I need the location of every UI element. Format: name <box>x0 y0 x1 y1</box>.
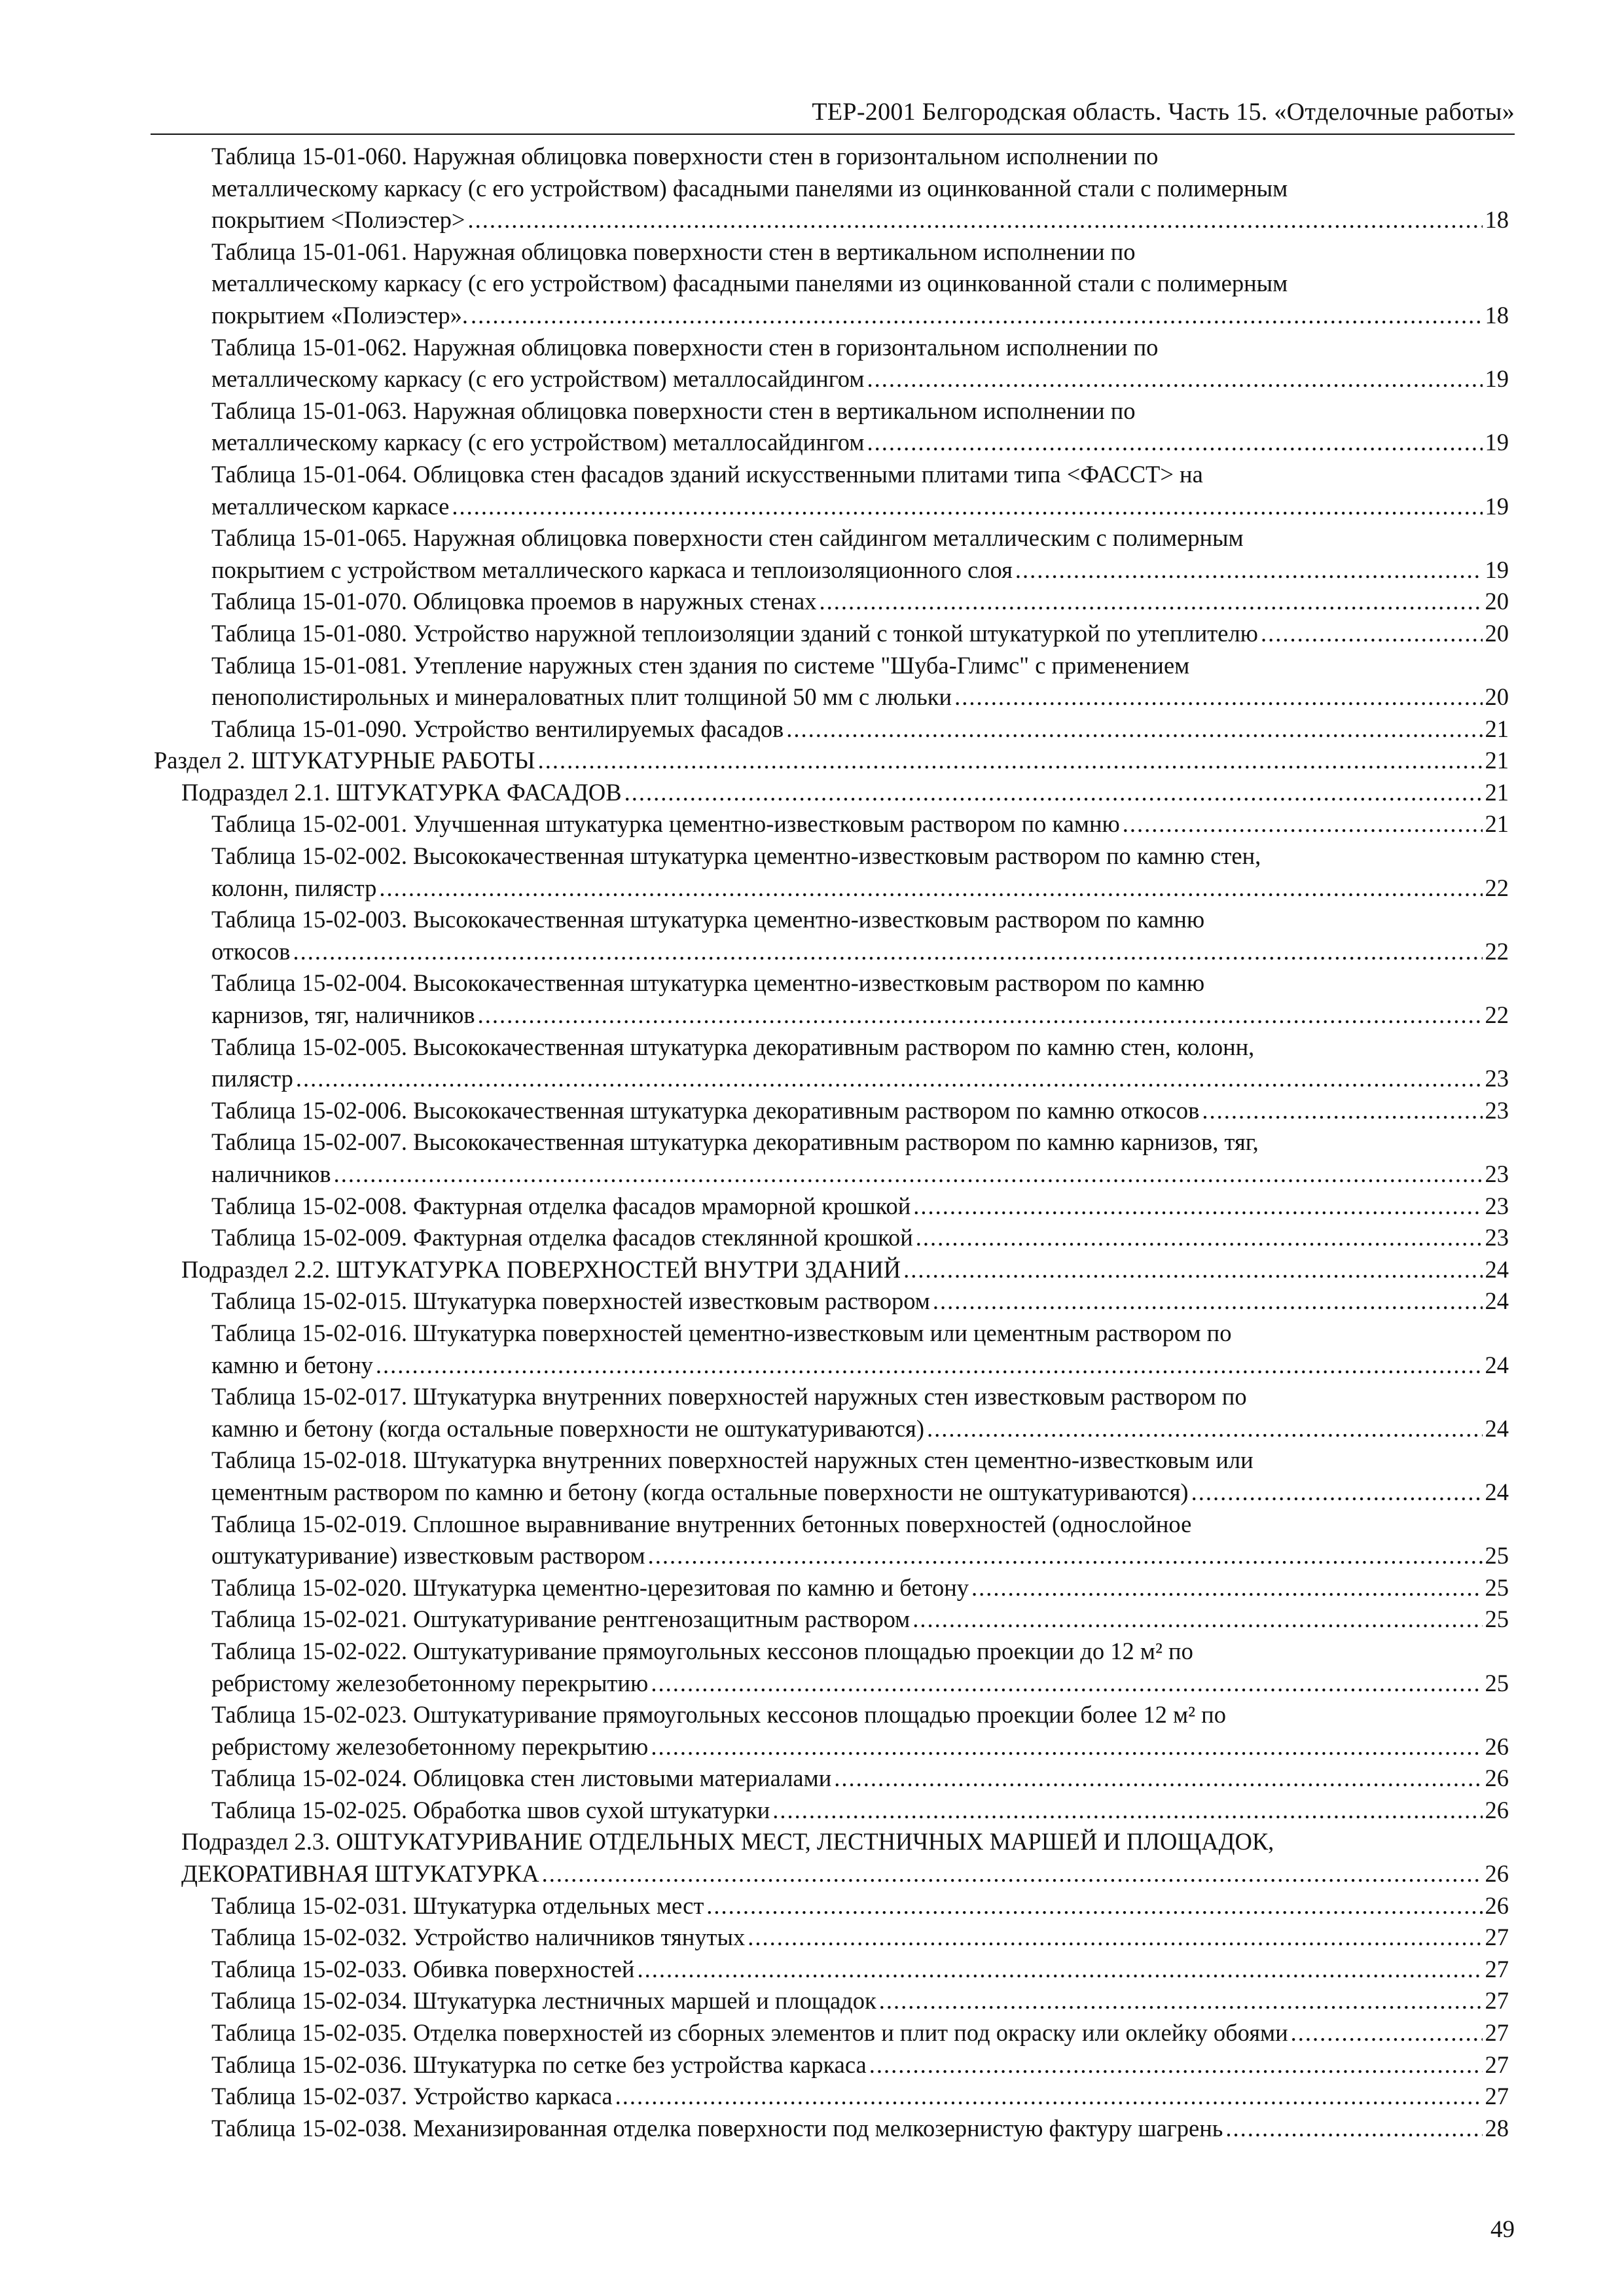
dot-leader <box>452 491 1482 523</box>
toc-entry-text: Таблица 15-02-032. Устройство наличников тянутых <box>211 1924 746 1951</box>
toc-page-number: 24 <box>1485 1414 1509 1442</box>
toc-page-number: 27 <box>1485 2051 1509 2078</box>
toc-entry-text: Таблица 15-02-006. Высококачественная штукатурка декоративным раствором по камню откосов <box>211 1096 1200 1124</box>
toc-table-entry[interactable] <box>154 1890 1509 1922</box>
toc-page-number: 23 <box>1485 1065 1509 1092</box>
toc-entry-text: Таблица 15-02-031. Штукатурка отдельных мест <box>211 1892 704 1919</box>
toc-entry-text: металлическом каркасе <box>211 492 450 520</box>
toc-subsection[interactable] <box>154 1826 1509 1890</box>
toc-page-number: 26 <box>1485 1765 1509 1792</box>
toc-table-entry[interactable] <box>154 522 1509 586</box>
toc-table-entry[interactable] <box>154 618 1509 650</box>
toc-entry-last-line <box>211 1572 1509 1604</box>
toc-table-entry[interactable] <box>154 808 1509 840</box>
toc-entry-last-line <box>211 1604 1509 1636</box>
toc-entry-last-line <box>211 1922 1509 1954</box>
toc-entry-text: Таблица 15-02-008. Фактурная отделка фасадов мраморной крошкой <box>211 1192 911 1219</box>
toc-entry-last-line <box>181 777 1509 809</box>
toc-entry-text: металлическому каркасу (с его устройством) металлосайдингом <box>211 429 865 456</box>
toc-entry-last-line <box>211 872 1509 905</box>
toc-table-entry[interactable] <box>154 840 1509 904</box>
dot-leader <box>916 1222 1483 1254</box>
page-number: 49 <box>1490 2216 1515 2243</box>
toc-table-entry[interactable] <box>154 967 1509 1031</box>
running-header: ТЕР-2001 Белгородская область. Часть 15. «Отделочные работы» <box>812 98 1515 126</box>
toc-subsection[interactable] <box>154 1254 1509 1286</box>
toc-page-number: 22 <box>1485 1001 1509 1029</box>
toc-entry-last-line <box>211 713 1509 745</box>
dot-leader <box>376 1350 1483 1382</box>
toc-entry-last-line <box>211 2113 1509 2145</box>
toc-page-number: 18 <box>1485 206 1509 234</box>
dot-leader <box>869 2049 1483 2081</box>
toc-entry-last-line <box>211 554 1509 586</box>
toc-entry-last-line <box>211 2049 1509 2081</box>
dot-leader <box>913 1191 1482 1223</box>
toc-entry-last-line <box>211 936 1509 968</box>
toc-entry-text: Таблица 15-02-033. Обивка поверхностей <box>211 1955 635 1982</box>
toc-page-number: 19 <box>1485 429 1509 456</box>
toc-entry-text: цементным раствором по камню и бетону (когда остальные поверхности не оштукатуриваются) <box>211 1478 1189 1505</box>
toc-entry-text: покрытием «Полиэстер». <box>211 301 468 329</box>
toc-page-number: 21 <box>1485 747 1509 774</box>
toc-page-number: 21 <box>1485 715 1509 742</box>
dot-leader <box>1261 618 1483 650</box>
toc-table-entry[interactable] <box>154 332 1509 395</box>
toc-entry-last-line <box>211 300 1509 332</box>
toc-page-number: 28 <box>1485 2114 1509 2142</box>
toc-entry-text: наличников <box>211 1160 331 1187</box>
dot-leader <box>468 204 1483 236</box>
toc-entry-text: пенополистирольных и минераловатных плит толщиной 50 мм с люльки <box>211 683 952 711</box>
toc-table-entry[interactable] <box>154 2017 1509 2049</box>
toc-page-number: 23 <box>1485 1224 1509 1251</box>
toc-page-number: 20 <box>1485 619 1509 647</box>
toc-table-entry[interactable] <box>154 1318 1509 1381</box>
toc-entry-last-line <box>211 1477 1509 1509</box>
dot-leader <box>954 681 1482 713</box>
dot-leader <box>772 1795 1482 1827</box>
toc-entry-text: Таблица 15-02-016. Штукатурка поверхностей цементно-известковым или цементным раствором по <box>211 1319 1232 1346</box>
toc-entry-text: металлическому каркасу (с его устройством) металлосайдингом <box>211 365 865 393</box>
toc-entry-text: ДЕКОРАТИВНАЯ ШТУКАТУРКА <box>181 1860 539 1888</box>
toc-entry-last-line <box>211 808 1509 840</box>
toc-page-number: 24 <box>1485 1478 1509 1505</box>
toc-page-number: 19 <box>1485 365 1509 393</box>
dot-leader <box>624 777 1483 809</box>
toc-entry-text: Подраздел 2.3. ОШТУКАТУРИВАНИЕ ОТДЕЛЬНЫХ МЕСТ, ЛЕСТНИЧНЫХ МАРШЕЙ И ПЛОЩАДОК, <box>181 1828 1274 1856</box>
toc-entry-last-line <box>211 1668 1509 1700</box>
toc-entry-text: Таблица 15-02-003. Высококачественная штукатурка цементно-известковым раствором по камню <box>211 906 1205 933</box>
dot-leader <box>748 1922 1482 1954</box>
toc-table-entry[interactable] <box>154 236 1509 332</box>
toc-entry-text: Таблица 15-02-002. Высококачественная штукатурка цементно-известковым раствором по камню стен, <box>211 842 1261 870</box>
toc-entry-last-line <box>211 427 1509 459</box>
toc-entry-text: Таблица 15-02-023. Оштукатуривание прямоугольных кессонов площадью проекции более 12 м² по <box>211 1701 1226 1729</box>
toc-entry-text: Таблица 15-02-025. Обработка швов сухой штукатурки <box>211 1796 770 1823</box>
toc-entry-text: Таблица 15-02-015. Штукатурка поверхностей известковым раствором <box>211 1287 930 1315</box>
toc-entry-text: Таблица 15-02-005. Высококачественная штукатурка декоративным раствором по камню стен, колонн, <box>211 1033 1255 1060</box>
toc-table-entry[interactable] <box>154 2113 1509 2145</box>
toc-entry-last-line <box>211 1063 1509 1095</box>
toc-page-number: 23 <box>1485 1096 1509 1124</box>
toc-entry-text: металлическому каркасу (с его устройством) фасадными панелями из оцинкованной стали с полимерным <box>211 270 1288 297</box>
toc-entry-text: Таблица 15-02-019. Сплошное выравнивание внутренних бетонных поверхностей (однослойное <box>211 1510 1192 1537</box>
toc-page-number: 24 <box>1485 1255 1509 1283</box>
toc-table-entry[interactable] <box>154 1572 1509 1604</box>
toc-page-number: 18 <box>1485 301 1509 329</box>
toc-page-number: 26 <box>1485 1860 1509 1888</box>
header-divider <box>151 134 1515 135</box>
toc-page-number: 24 <box>1485 1287 1509 1315</box>
toc-page-number: 20 <box>1485 588 1509 615</box>
toc-page-number: 27 <box>1485 2019 1509 2047</box>
toc-entry-text: Таблица 15-02-017. Штукатурка внутренних поверхностей наружных стен известковым раствором по <box>211 1383 1247 1410</box>
toc-entry-text: Таблица 15-02-024. Облицовка стен листовыми материалами <box>211 1765 832 1792</box>
toc-entry-text: Таблица 15-01-064. Облицовка стен фасадов зданий искусственными плитами типа <ФАССТ> на <box>211 460 1203 488</box>
toc-entry-text: Таблица 15-02-004. Высококачественная штукатурка цементно-известковым раствором по камню <box>211 969 1205 997</box>
toc-entry-last-line <box>211 1985 1509 2017</box>
dot-leader <box>1291 2017 1483 2049</box>
toc-entry-text: Таблица 15-01-081. Утепление наружных стен здания по системе "Шуба-Глимс" с применением <box>211 651 1190 679</box>
toc-entry-text: Таблица 15-01-080. Устройство наружной теплоизоляции зданий с тонкой штукатуркой по утеплителю <box>211 619 1258 647</box>
toc-entry-text: ребристому железобетонному перекрытию <box>211 1669 649 1696</box>
toc-table-entry[interactable] <box>154 141 1509 236</box>
toc-entry-text: Таблица 15-02-007. Высококачественная штукатурка декоративным раствором по камню карнизов, тяг, <box>211 1128 1259 1156</box>
toc-table-entry[interactable] <box>154 1763 1509 1795</box>
toc-page-number: 26 <box>1485 1892 1509 1919</box>
dot-leader <box>637 1954 1482 1986</box>
toc-subsection[interactable] <box>154 777 1509 809</box>
toc-entry-text: Таблица 15-02-035. Отделка поверхностей из сборных элементов и плит под окраску или оклейку обоями <box>211 2019 1288 2047</box>
dot-leader <box>648 1540 1483 1572</box>
toc-entry-text: колонн, пилястр <box>211 874 377 901</box>
toc-entry-text: Раздел 2. ШТУКАТУРНЫЕ РАБОТЫ <box>154 747 535 774</box>
toc-page-number: 27 <box>1485 1924 1509 1951</box>
toc-entry-last-line <box>211 1191 1509 1223</box>
toc-table-entry[interactable] <box>154 2049 1509 2081</box>
toc-entry-text: Подраздел 2.1. ШТУКАТУРКА ФАСАДОВ <box>181 778 622 806</box>
dot-leader <box>927 1413 1483 1445</box>
toc-entry-last-line <box>211 1890 1509 1922</box>
toc-entry-text: Таблица 15-02-037. Устройство каркаса <box>211 2083 613 2110</box>
dot-leader <box>615 2081 1483 2113</box>
toc-table-entry[interactable] <box>154 1795 1509 1827</box>
toc-entry-last-line <box>211 1954 1509 1986</box>
toc-table-entry[interactable] <box>154 1954 1509 1986</box>
dot-leader <box>538 745 1483 777</box>
toc-entry-last-line <box>211 491 1509 523</box>
toc-entry-last-line <box>154 745 1509 777</box>
dot-leader <box>478 999 1483 1031</box>
toc-page-number: 19 <box>1485 492 1509 520</box>
dot-leader <box>879 1985 1483 2017</box>
toc-entry-last-line <box>211 586 1509 618</box>
toc-page-number: 25 <box>1485 1605 1509 1633</box>
toc-entry-text: Таблица 15-01-061. Наружная облицовка поверхности стен в вертикальном исполнении по <box>211 238 1136 265</box>
toc-entry-last-line <box>211 1731 1509 1763</box>
toc-entry-text: оштукатуривание) известковым раствором <box>211 1542 645 1570</box>
dot-leader <box>971 1572 1482 1604</box>
toc-table-entry[interactable] <box>154 650 1509 713</box>
toc-entry-text: Таблица 15-01-062. Наружная облицовка поверхности стен в горизонтальном исполнении по <box>211 333 1159 361</box>
toc-page-number: 25 <box>1485 1573 1509 1601</box>
toc-entry-last-line <box>211 1158 1509 1191</box>
dot-leader <box>706 1890 1482 1922</box>
toc-entry-last-line <box>211 2081 1509 2113</box>
dot-leader <box>834 1763 1482 1795</box>
dot-leader <box>651 1731 1482 1763</box>
toc-page-number: 23 <box>1485 1160 1509 1187</box>
toc-table-entry[interactable] <box>154 586 1509 618</box>
dot-leader <box>867 363 1482 395</box>
toc-page-number: 25 <box>1485 1542 1509 1570</box>
toc-table-entry[interactable] <box>154 2081 1509 2113</box>
toc-entry-text: откосов <box>211 937 291 965</box>
toc-entry-text: Таблица 15-02-020. Штукатурка цементно-церезитовая по камню и бетону <box>211 1573 969 1601</box>
toc-entry-text: Таблица 15-02-036. Штукатурка по сетке без устройства каркаса <box>211 2051 867 2078</box>
toc-section[interactable] <box>154 745 1509 777</box>
toc-table-entry[interactable] <box>154 1636 1509 1699</box>
toc-entry-text: Таблица 15-01-090. Устройство вентилируемых фасадов <box>211 715 784 742</box>
toc-entry-text: камню и бетону <box>211 1351 373 1378</box>
toc-entry-last-line <box>211 204 1509 236</box>
toc-entry-text: покрытием с устройством металлического каркаса и теплоизоляционного слоя <box>211 556 1013 583</box>
dot-leader <box>867 427 1482 459</box>
toc-entry-last-line <box>211 1413 1509 1445</box>
toc-page-number: 26 <box>1485 1796 1509 1823</box>
toc-entry-text: карнизов, тяг, наличников <box>211 1001 475 1029</box>
toc-table-entry[interactable] <box>154 1095 1509 1127</box>
toc-table-entry[interactable] <box>154 713 1509 745</box>
toc-table-entry[interactable] <box>154 459 1509 522</box>
toc-entry-text: Таблица 15-02-022. Оштукатуривание прямоугольных кессонов площадью проекции до 12 м² по <box>211 1637 1193 1664</box>
toc-table-entry[interactable] <box>154 1381 1509 1444</box>
toc-entry-last-line <box>211 1095 1509 1127</box>
toc-page-number: 21 <box>1485 778 1509 806</box>
dot-leader <box>912 1604 1482 1636</box>
toc-entry-last-line <box>211 681 1509 713</box>
toc-entry-text: Таблица 15-02-001. Улучшенная штукатурка цементно-известковым раствором по камню <box>211 810 1120 838</box>
toc-page-number: 19 <box>1485 556 1509 583</box>
toc-entry-text: Таблица 15-01-060. Наружная облицовка поверхности стен в горизонтальном исполнении по <box>211 143 1159 170</box>
toc-entry-text: ребристому железобетонному перекрытию <box>211 1732 649 1760</box>
toc-entry-last-line <box>211 1285 1509 1318</box>
toc-entry-last-line <box>211 1350 1509 1382</box>
toc-entry-text: покрытием <Полиэстер> <box>211 206 465 234</box>
toc-table-entry[interactable] <box>154 1509 1509 1572</box>
toc-table-entry[interactable] <box>154 1604 1509 1636</box>
dot-leader <box>903 1254 1482 1286</box>
toc-page-number: 20 <box>1485 683 1509 711</box>
dot-leader <box>819 586 1482 618</box>
dot-leader <box>651 1668 1482 1700</box>
toc-table-entry[interactable] <box>154 1985 1509 2017</box>
toc-entry-last-line <box>211 363 1509 395</box>
toc-entry-text: Подраздел 2.2. ШТУКАТУРКА ПОВЕРХНОСТЕЙ ВНУТРИ ЗДАНИЙ <box>181 1255 901 1283</box>
toc-entry-last-line <box>211 618 1509 650</box>
toc-table-entry[interactable] <box>154 1285 1509 1318</box>
toc-entry-text: Таблица 15-01-065. Наружная облицовка поверхности стен сайдингом металлическим с полимерным <box>211 524 1244 552</box>
toc-page-number: 22 <box>1485 937 1509 965</box>
toc-table-entry[interactable] <box>154 1191 1509 1223</box>
dot-leader <box>334 1158 1483 1191</box>
toc-page-number: 25 <box>1485 1669 1509 1696</box>
toc-entry-last-line <box>211 2017 1509 2049</box>
toc-entry-last-line <box>211 1540 1509 1572</box>
dot-leader <box>1015 554 1483 586</box>
toc-page-number: 24 <box>1485 1351 1509 1378</box>
toc-page-number: 27 <box>1485 2083 1509 2110</box>
toc-table-entry[interactable] <box>154 1031 1509 1095</box>
toc-page-number: 27 <box>1485 1955 1509 1982</box>
toc-entry-text: Таблица 15-01-070. Облицовка проемов в наружных стенах <box>211 588 817 615</box>
dot-leader <box>293 936 1482 968</box>
dot-leader <box>1191 1477 1483 1509</box>
toc-page-number: 26 <box>1485 1732 1509 1760</box>
toc-entry-text: Таблица 15-02-034. Штукатурка лестничных маршей и площадок <box>211 1987 876 2015</box>
dot-leader <box>471 300 1483 332</box>
toc-entry-text: Таблица 15-01-063. Наружная облицовка поверхности стен в вертикальном исполнении по <box>211 397 1136 424</box>
dot-leader <box>786 713 1482 745</box>
toc-entry-text: металлическому каркасу (с его устройством) фасадными панелями из оцинкованной стали с полимерным <box>211 174 1288 202</box>
dot-leader <box>542 1858 1483 1890</box>
toc-table-entry[interactable] <box>154 395 1509 459</box>
toc-entry-last-line <box>181 1858 1509 1890</box>
toc-entry-text: Таблица 15-02-009. Фактурная отделка фасадов стеклянной крошкой <box>211 1224 913 1251</box>
toc-page-number: 21 <box>1485 810 1509 838</box>
toc-entry-text: Таблица 15-02-021. Оштукатуривание рентгенозащитным раствором <box>211 1605 911 1633</box>
toc-table-entry[interactable] <box>154 904 1509 967</box>
toc-page-number: 23 <box>1485 1192 1509 1219</box>
dot-leader <box>1225 2113 1482 2145</box>
toc-table-entry[interactable] <box>154 1126 1509 1190</box>
toc-entry-last-line <box>211 1795 1509 1827</box>
toc-entry-last-line <box>211 1763 1509 1795</box>
toc-table-entry[interactable] <box>154 1699 1509 1763</box>
dot-leader <box>379 872 1482 905</box>
toc-entry-text: Таблица 15-02-018. Штукатурка внутренних поверхностей наружных стен цементно-известковым или <box>211 1446 1254 1474</box>
toc-table-entry[interactable] <box>154 1222 1509 1254</box>
toc-table-entry[interactable] <box>154 1922 1509 1954</box>
toc-entry-last-line <box>181 1254 1509 1286</box>
dot-leader <box>933 1285 1483 1318</box>
toc-entry-text: камню и бетону (когда остальные поверхности не оштукатуриваются) <box>211 1414 924 1442</box>
toc-entry-text: Таблица 15-02-038. Механизированная отделка поверхности под мелкозернистую фактуру шагрень <box>211 2114 1223 2142</box>
dot-leader <box>296 1063 1483 1095</box>
toc-page-number: 27 <box>1485 1987 1509 2015</box>
toc-entry-last-line <box>211 999 1509 1031</box>
toc-entry-last-line <box>211 1222 1509 1254</box>
table-of-contents <box>154 141 1509 2144</box>
toc-table-entry[interactable] <box>154 1444 1509 1508</box>
toc-entry-text: пилястр <box>211 1065 293 1092</box>
dot-leader <box>1202 1095 1482 1127</box>
toc-page-number: 22 <box>1485 874 1509 901</box>
dot-leader <box>1123 808 1483 840</box>
